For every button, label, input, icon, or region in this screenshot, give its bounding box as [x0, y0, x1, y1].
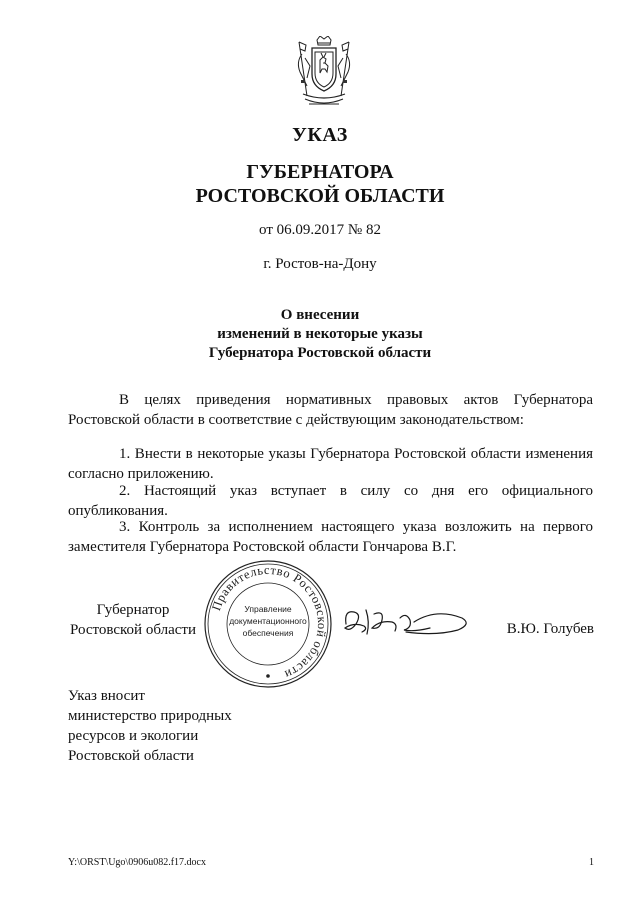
subject-line: изменений в некоторые указы — [217, 326, 423, 342]
footer-file-path: Y:\ORST\Ugo\0906u082.f17.docx — [68, 857, 206, 868]
subject-line: О внесении — [280, 307, 360, 323]
issuer-title-line: РОСТОВСКОЙ ОБЛАСТИ — [195, 185, 445, 207]
stamp-inner-line: обеспечения — [242, 628, 294, 638]
signatory-title-line: Ростовской области — [70, 622, 196, 638]
stamp-inner-line: Управление — [244, 604, 292, 614]
issuer-title — [0, 160, 640, 208]
subject-line: Губернатора Ростовской области — [208, 345, 432, 361]
footer-page-number: 1 — [589, 857, 594, 868]
official-stamp — [202, 558, 334, 690]
decree-city: г. Ростов-на-Дону — [263, 256, 377, 272]
handwritten-signature — [340, 602, 475, 640]
signatory-name: В.Ю. Голубев — [506, 621, 594, 637]
issuer-title-line: ГУБЕРНАТОРА — [246, 161, 394, 183]
decree-subject — [0, 306, 640, 363]
decree-item-2: 2. Настоящий указ вступает в силу со дня его официального опубликования. — [68, 483, 593, 519]
submitter-line: министерство природных — [68, 708, 232, 724]
submitter-line: Ростовской области — [68, 748, 194, 764]
preamble-paragraph: В целях приведения нормативных правовых актов Губернатора Ростовской области в соответствие с действующим законодательством: — [68, 392, 593, 428]
decree-title: УКАЗ — [292, 124, 348, 146]
submitter-block — [68, 686, 232, 766]
submitter-line: ресурсов и экологии — [68, 728, 199, 744]
decree-item-3: 3. Контроль за исполнением настоящего указа возложить на первого заместителя Губернатора Ростовской области Гончарова В.Г. — [68, 519, 593, 555]
signatory-title-line: Губернатор — [96, 602, 170, 618]
stamp-ring-text: Правительство Ростовской области — [209, 562, 330, 682]
signatory-title — [68, 600, 198, 640]
submitter-line: Указ вносит — [68, 688, 145, 704]
stamp-inner-line: документационного — [229, 616, 307, 626]
decree-item-1: 1. Внести в некоторые указы Губернатора Ростовской области изменения согласно приложению. — [68, 446, 593, 482]
coat-of-arms-emblem — [293, 36, 355, 110]
decree-date-number: от 06.09.2017 № 82 — [259, 222, 381, 238]
